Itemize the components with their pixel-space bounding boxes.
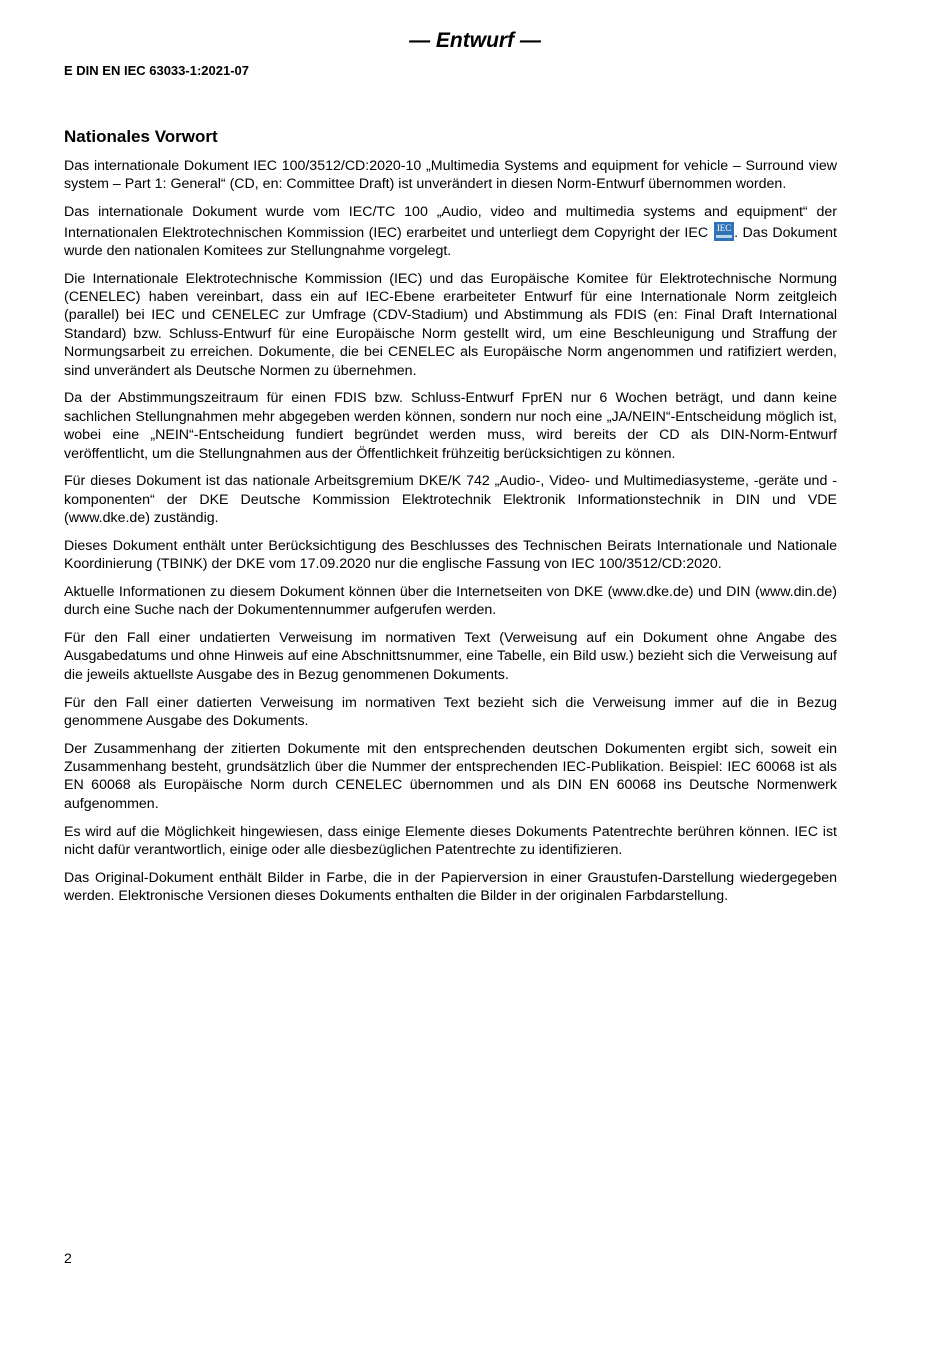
paragraph: Der Zusammenhang der zitierten Dokumente mit den entsprechenden deutschen Dokumenten ergibt sich, soweit ein Zusammenhang besteht, grundsätzlich über die Nummer der entsprechenden IEC-Publikation. Beispiel: IEC 60068 ist als EN 60068 als Europäische Norm durch CENELEC übernommen und als DIN EN 60068 ins Deutsche Normenwerk aufgenommen. [64, 740, 837, 812]
paragraph: Für dieses Dokument ist das nationale Arbeitsgremium DKE/K 742 „Audio-, Video- und Multimediasysteme, -geräte und -komponenten“ der DKE Deutsche Kommission Elektrotechnik Elektronik Informationstechnik in DIN und VDE (www.dke.de) zuständig. [64, 473, 837, 527]
iec-logo-text: IEC [716, 222, 732, 233]
paragraph: Für den Fall einer undatierten Verweisung im normativen Text (Verweisung auf ein Dokument ohne Angabe des Ausgabedatums und ohne Hinweis auf eine Abschnittsnummer, eine Tabelle, ein Bild usw.) bezieht sich die Verweisung auf die jeweils aktuellste Ausgabe des in Bezug genommenen Dokuments. [64, 630, 837, 683]
body-text [64, 157, 837, 915]
page-number: 2 [64, 1250, 72, 1266]
paragraph: Es wird auf die Möglichkeit hingewiesen, dass einige Elemente dieses Dokuments Patentrechte berühren können. IEC ist nicht dafür verantwortlich, einige oder alle diesbezüglichen Patentrechte zu identifizieren. [64, 823, 837, 858]
paragraph: Da der Abstimmungszeitraum für einen FDIS bzw. Schluss-Entwurf FprEN nur 6 Wochen beträgt, und dann keine sachlichen Stellungnahmen mehr abgegeben werden können, sondern nur noch eine „JA/NEIN“-Entscheidung möglich ist, wobei eine „NEIN“-Entscheidung fundiert begründet werden muss, wird bereits der CD als DIN-Norm-Entwurf veröffentlicht, um die Stellungnahmen aus der Öffentlichkeit frühzeitig berücksichtigen zu können. [64, 390, 837, 462]
paragraph: Das internationale Dokument IEC 100/3512/CD:2020-10 „Multimedia Systems and equipment for vehicle – Surround view system – Part 1: General“ (CD, en: Committee Draft) ist unverändert in diesen Norm-Entwurf übernommen worden. [64, 158, 837, 193]
paragraph: Die Internationale Elektrotechnische Kommission (IEC) und das Europäische Komitee für Elektrotechnische Normung (CENELEC) haben vereinbart, dass ein auf IEC-Ebene erarbeiteter Entwurf für eine Internationale Norm zeitgleich (parallel) bei IEC und CENELEC zur Umfrage (CDV-Stadium) und Abstimmung als FDIS (en: Final Draft International Standard) bzw. Schluss-Entwurf für eine Europäische Norm gestellt wird, um eine Beschleunigung und Straffung der Normungsarbeit zu erreichen. Dokumente, die bei CENELEC als Europäische Norm angenommen und ratifiziert werden, sind unverändert als Deutsche Normen zu übernehmen. [64, 270, 837, 379]
paragraph: Für den Fall einer datierten Verweisung im normativen Text bezieht sich die Verweisung immer auf die in Bezug genommene Ausgabe des Dokuments. [64, 694, 837, 729]
document-id: E DIN EN IEC 63033-1:2021-07 [64, 63, 249, 78]
paragraph: Das Original-Dokument enthält Bilder in Farbe, die in der Papierversion in einer Graustufen-Darstellung wiedergegeben werden. Elektronische Versionen dieses Dokuments enthalten die Bilder in der originalen Farbdarstellung. [64, 869, 837, 905]
iec-logo-bar [716, 235, 732, 238]
paragraph: Aktuelle Informationen zu diesem Dokument können über die Internetseiten von DKE (www.dke.de) und DIN (www.din.de) durch eine Suche nach der Dokumentennummer aufgerufen werden. [64, 583, 837, 619]
iec-logo-icon [714, 222, 734, 241]
paragraph-text: Das internationale Dokument wurde vom IEC/TC 100 „Audio, video and multimedia systems and equipment“ der Internationalen Elektrotechnischen Kommission (IEC) erarbeitet und unterliegt dem Copyright der IEC [64, 204, 837, 241]
draft-label: — Entwurf — [409, 29, 541, 52]
paragraph: Dieses Dokument enthält unter Berücksichtigung des Beschlusses des Technischen Beirats Internationale und Nationale Koordinierung (TBINK) der DKE vom 17.09.2020 nur die englische Fassung von IEC 100/3512/CD:2020. [64, 537, 837, 573]
paragraph-text: . Das Dokument wurde den nationalen Komitees zur Stellungnahme vorgelegt. [64, 224, 837, 259]
section-heading: Nationales Vorwort [64, 127, 218, 146]
paragraph-copyright [64, 203, 837, 260]
